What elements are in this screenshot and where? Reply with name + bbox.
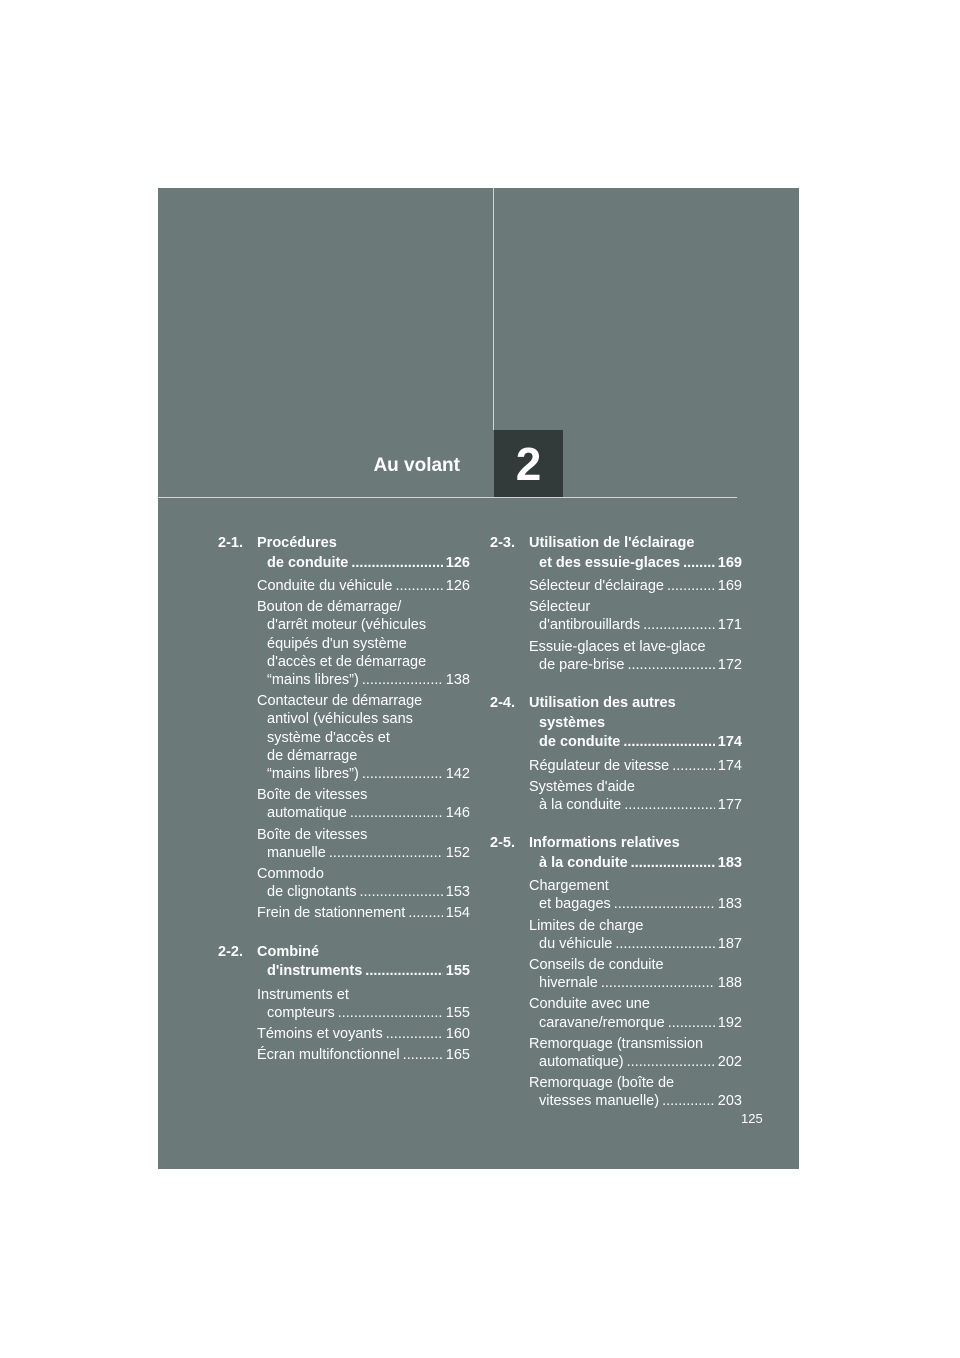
toc-leader-row [529, 1092, 742, 1110]
toc-leader-row [257, 554, 470, 574]
toc-leader-dots [601, 974, 715, 992]
toc-text: automatique [267, 805, 347, 822]
toc-entry-line: Conduite avec une [529, 996, 650, 1013]
toc-leader-dots [627, 1053, 715, 1071]
toc-leader-dots [662, 1092, 715, 1110]
toc-page-number: 174 [717, 734, 742, 751]
toc-leader-row [257, 1004, 470, 1022]
toc-leader-dots [624, 796, 715, 814]
section-heading [218, 943, 470, 982]
toc-leader-dots [668, 1014, 715, 1032]
toc-entry-line: Instruments et [257, 986, 349, 1003]
section-heading [490, 534, 742, 573]
toc-page-number: 203 [717, 1093, 742, 1110]
toc-leader-dots [395, 577, 442, 595]
toc-leader-dots [350, 804, 443, 822]
toc-entries [490, 877, 742, 1110]
toc-text: Écran multifonctionnel [257, 1047, 400, 1064]
toc-leader-row [529, 895, 742, 913]
section-number: 2-2. [218, 943, 243, 960]
toc-leader-row [529, 935, 742, 953]
toc-text: hivernale [539, 975, 598, 992]
toc-leader-dots [362, 671, 443, 689]
toc-page-number: 202 [717, 1053, 742, 1070]
toc-section [490, 834, 742, 1110]
toc-page-number: 177 [717, 796, 742, 813]
toc-text: vitesses manuelle) [539, 1093, 660, 1110]
toc-leader-row [529, 1053, 742, 1071]
toc-section [490, 694, 742, 814]
section-number: 2-3. [490, 535, 515, 551]
toc-entry-line: Essuie-glaces et lave-glace [529, 638, 706, 655]
toc-page-number: 187 [717, 935, 742, 952]
toc-leader-row [257, 765, 470, 783]
toc-text: du véhicule [539, 935, 613, 952]
toc-section [218, 943, 470, 1065]
toc-entry-line: Limites de charge [529, 917, 644, 934]
toc-leader-row [257, 577, 470, 595]
toc-entry-line: antivol (véhicules sans [267, 711, 413, 728]
toc-entry-line: Remorquage (boîte de [529, 1075, 675, 1092]
toc-text: Sélecteur d'éclairage [529, 578, 664, 594]
toc-page-number: 138 [445, 672, 470, 689]
toc-leader-dots [386, 1025, 443, 1043]
toc-entries [490, 577, 742, 674]
toc-text: Conduite du véhicule [257, 578, 393, 594]
toc-entry [490, 877, 742, 913]
toc-entry [218, 692, 470, 783]
toc-entry-line: Bouton de démarrage/ [257, 599, 402, 616]
toc-text: d'antibrouillards [539, 617, 641, 634]
toc-entry-line: Contacteur de démarrage [257, 693, 423, 710]
toc-page-number: 171 [717, 617, 742, 634]
toc-entry-line: Boîte de vitesses [257, 826, 368, 843]
toc-leader-row [529, 796, 742, 814]
toc-entry [490, 638, 742, 674]
toc-entry [218, 786, 470, 822]
divider-horizontal [158, 497, 737, 498]
toc-section [218, 534, 470, 923]
toc-entry [218, 904, 470, 922]
chapter-number: 2 [515, 437, 542, 490]
toc-page-number: 155 [445, 1004, 470, 1021]
toc-entry-line: Chargement [529, 878, 609, 895]
toc-text: Témoins et voyants [257, 1026, 383, 1043]
toc-leader-row [257, 671, 470, 689]
toc-text: manuelle [267, 844, 326, 861]
toc-section [490, 534, 742, 674]
toc-leader-dots [408, 904, 442, 922]
toc-leader-row [257, 1025, 470, 1043]
toc-text: automatique) [539, 1053, 624, 1070]
toc-text: à la conduite [539, 796, 622, 813]
toc-entry [490, 995, 742, 1031]
toc-text: compteurs [267, 1004, 335, 1021]
toc-text: “mains libres”) [267, 672, 359, 689]
toc-leader-row [257, 904, 470, 922]
section-heading [490, 834, 742, 873]
page-number: 125 [741, 1111, 763, 1126]
toc-leader-dots [683, 554, 715, 574]
toc-leader-dots [365, 962, 443, 982]
section-title-line: Informations relatives [529, 835, 680, 852]
toc-entry-line: Remorquage (transmission [529, 1035, 704, 1052]
toc-leader-dots [672, 757, 715, 775]
toc-leader-dots [615, 935, 714, 953]
toc-leader-dots [643, 616, 715, 634]
toc-entry [218, 1025, 470, 1043]
toc-leader-row [529, 656, 742, 674]
section-title-line: Combiné [257, 943, 320, 960]
toc-entry-line: d'accès et de démarrage [267, 653, 427, 670]
toc-page-number: 126 [445, 554, 470, 571]
toc-entry-line: Commodo [257, 866, 324, 883]
toc-entry [218, 986, 470, 1022]
section-heading [218, 534, 470, 573]
toc-text: Frein de stationnement [257, 905, 406, 922]
toc-leader-dots [362, 765, 443, 783]
toc-entry [490, 1035, 742, 1071]
toc-entry [490, 778, 742, 814]
toc-entry-line: de démarrage [267, 747, 358, 764]
toc-column-left [218, 534, 470, 1084]
toc-text: “mains libres”) [267, 766, 359, 783]
toc-leader-row [257, 1046, 470, 1064]
toc-page-number: 160 [445, 1026, 470, 1043]
toc-entry [218, 577, 470, 595]
toc-page-number: 169 [717, 554, 742, 571]
toc-page-number: 146 [445, 805, 470, 822]
toc-leader-dots [667, 577, 715, 595]
section-title-line: Utilisation de l'éclairage [529, 535, 695, 551]
toc-page-number: 183 [717, 896, 742, 913]
toc-page-number: 153 [445, 884, 470, 901]
toc-entry-line: Systèmes d'aide [529, 778, 635, 795]
toc-leader-row [529, 554, 742, 574]
toc-entry [490, 598, 742, 634]
toc-leader-row [529, 1014, 742, 1032]
toc-page-number: 192 [717, 1014, 742, 1031]
divider-vertical [493, 188, 494, 430]
toc-entry [490, 956, 742, 992]
toc-page-number: 142 [445, 766, 470, 783]
toc-text: à la conduite [539, 854, 628, 871]
toc-entry [490, 917, 742, 953]
toc-page-number: 183 [717, 854, 742, 871]
toc-entry [490, 1074, 742, 1110]
toc-page-number: 165 [445, 1047, 470, 1064]
toc-page-number: 169 [717, 578, 742, 594]
toc-page-number: 188 [717, 975, 742, 992]
toc-leader-dots [338, 1004, 443, 1022]
toc-entry-line: système d'accès et [267, 729, 390, 746]
section-title-line: Procédures [257, 535, 337, 551]
toc-leader-dots [403, 1046, 443, 1064]
toc-entry-line: d'arrêt moteur (véhicules [267, 617, 427, 634]
section-number: 2-5. [490, 835, 515, 852]
toc-entry [490, 757, 742, 775]
chapter-title: Au volant [373, 455, 460, 476]
toc-page-number: 154 [445, 905, 470, 922]
section-title-line: systèmes [539, 714, 606, 731]
toc-text: de clignotants [267, 884, 357, 901]
toc-text: et bagages [539, 896, 611, 913]
toc-leader-row [257, 804, 470, 822]
toc-leader-row [529, 616, 742, 634]
toc-text: de conduite [267, 554, 349, 571]
toc-page-number: 126 [445, 578, 470, 594]
toc-leader-row [529, 733, 742, 753]
toc-entries [490, 757, 742, 815]
toc-entry-line: Boîte de vitesses [257, 787, 368, 804]
toc-page-number: 152 [445, 844, 470, 861]
toc-text: de conduite [539, 734, 621, 751]
toc-leader-dots [359, 883, 442, 901]
toc-leader-row [257, 883, 470, 901]
toc-entry-line: équipés d'un système [267, 635, 407, 652]
toc-leader-dots [614, 895, 715, 913]
toc-entries [218, 577, 470, 923]
toc-entry [218, 598, 470, 689]
toc-page-number: 174 [717, 757, 742, 774]
toc-leader-dots [351, 554, 442, 574]
toc-text: Régulateur de vitesse [529, 757, 670, 774]
toc-leader-dots [631, 854, 715, 874]
toc-entry [218, 865, 470, 901]
toc-page-number: 172 [717, 656, 742, 673]
toc-text: et des essuie-glaces [539, 554, 681, 571]
toc-text: d'instruments [267, 963, 363, 980]
chapter-number-box [494, 430, 563, 497]
toc-entries [218, 986, 470, 1065]
toc-entry-line: Conseils de conduite [529, 956, 664, 973]
toc-page-number: 155 [445, 963, 470, 980]
toc-entry [218, 826, 470, 862]
section-title-line: Utilisation des autres [529, 695, 676, 712]
toc-text: caravane/remorque [539, 1014, 665, 1031]
toc-entry [490, 577, 742, 595]
toc-leader-row [257, 962, 470, 982]
toc-text: de pare-brise [539, 656, 625, 673]
section-number: 2-1. [218, 535, 243, 551]
toc-entry-line: Sélecteur [529, 599, 591, 616]
toc-leader-dots [623, 733, 714, 753]
section-number: 2-4. [490, 695, 515, 712]
toc-leader-row [529, 757, 742, 775]
toc-leader-row [529, 577, 742, 595]
toc-leader-row [257, 844, 470, 862]
toc-leader-row [529, 974, 742, 992]
toc-leader-dots [627, 656, 714, 674]
toc-leader-row [529, 854, 742, 874]
toc-entry [218, 1046, 470, 1064]
toc-column-right [490, 534, 742, 1131]
chapter-panel [158, 188, 799, 1169]
toc-leader-dots [329, 844, 443, 862]
section-heading [490, 694, 742, 753]
